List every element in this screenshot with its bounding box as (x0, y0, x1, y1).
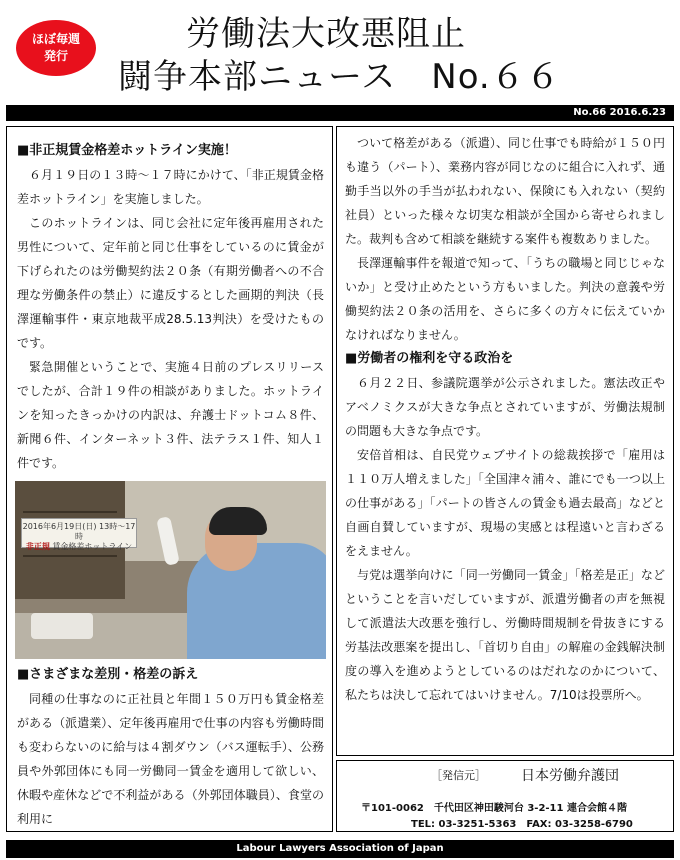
address: 〒101-0062 千代田区神田駿河台 3-2-11 連合会館４階 (361, 803, 627, 814)
title-line2: 闘争本部ニュース No.６６ (118, 57, 561, 97)
sign-main-text: 賃金格差ホットライン (52, 542, 133, 551)
paragraph: 与党は選挙向けに「同一労働同一賃金」「格差是正」などということを言いだしていますが、派遣労働者の声を無視して派遣法大改悪を強行し、労働時間規制を骨抜きにする労基法改悪案を提出し、「首切り自由」の解雇の金銭解決制度の導入を進めようとしているのはだれなのかについて、私たちは決して忘れてはいけません。7/10は投票所へ。 (345, 568, 665, 702)
sign-small-text: 2016年6月19日(日) 13時〜17時 (22, 522, 136, 541)
right-column (336, 126, 674, 756)
photo-person (187, 543, 326, 659)
publication-badge (16, 20, 96, 76)
tel-fax: TEL: 03-3251-5363 FAX: 03-3258-6790 (411, 819, 633, 830)
paragraph: 緊急開催ということで、実施４日前のプレスリリースでしたが、合計１９件の相談がありました。ホットラインを知ったきっかけの内訳は、弁護士ドットコム８件、新聞６件、インターネット３件、法テラス１件、知人１件です。 (17, 360, 324, 470)
heading-politics: ■労働者の権利を守る政治を (345, 351, 514, 366)
paragraph: このホットラインは、同じ会社に定年後再雇用された男性について、定年前と同じ仕事をしているのに賃金が下げられたのは労働契約法２０条（有期労働者への不合理な労働条件の禁止）に違反するとした画期的判決（長澤運輸事件・東京地裁平成28.5.13判決）を受けたものです。 (17, 216, 324, 350)
heading-discrimination: ■さまざまな差別・格差の訴え (17, 667, 199, 682)
title-line1: 労働法大改悪阻止 (186, 14, 466, 54)
telephone (31, 613, 93, 639)
badge-line2: 発行 (43, 49, 68, 63)
organization-name: 日本労働弁護団 (521, 768, 619, 784)
heading-hotline: ■非正規賃金格差ホットライン実施！ (17, 143, 237, 158)
paragraph: 安倍首相は、自民党ウェブサイトの総裁挨拶で「雇用は１１０万人増えました」「全国津々浦々、誰にでも一つ以上の仕事がある」「パートの皆さんの賃金も過去最高」などと自画自賛していますが、現場の実感とは程遠いと言わざるをえません。 (345, 448, 665, 558)
issue-number: No.66 2016.6.23 (573, 107, 666, 118)
heading-politics-text: 労働者の権利を守る政治を (357, 351, 514, 366)
paragraph: ついて格差がある（派遣）、同じ仕事でも時給が１５０円も違う（パート）、業務内容が同じなのに組合に入れず、通勤手当以外の手当が払われない、保険にも入れない（契約社員）といった様々な切実な相談が全国から寄せられました。裁判も含めて相談を継続する案件も複数ありました。 (345, 136, 665, 246)
paragraph: ６月１９日の１３時〜１７時にかけて、「非正規賃金格差ホットライン」を実施しました。 (17, 168, 324, 206)
contact-box (336, 760, 674, 832)
heading-discrimination-text: さまざまな差別・格差の訴え (29, 667, 199, 682)
paragraph: ６月２２日、参議院選挙が公示されました。憲法改正やアベノミクスが大きな争点とされていますが、労働法規制の問題も大きな争点です。 (345, 376, 665, 438)
footer-text: Labour Lawyers Association of Japan (236, 843, 444, 854)
left-column (6, 126, 333, 832)
badge-line1: ほぼ毎週 (31, 32, 80, 46)
sender-label: ［発信元］ (431, 769, 486, 782)
footer-bar (6, 840, 674, 858)
hotline-sign (21, 518, 137, 551)
paragraph: 長澤運輸事件を報道で知って、「うちの職場と同じじゃないか」と受け止めたという方もいました。判決の意義や労働契約法２０条の活用を、さらに多くの方々に伝えていかなければなりません。 (345, 256, 665, 342)
sign-label: 非正規 (25, 542, 50, 551)
heading-hotline-text: 非正規賃金格差ホットライン実施！ (29, 143, 237, 158)
photo-hair (209, 507, 267, 535)
hotline-photo (15, 481, 326, 659)
paragraph: 同種の仕事なのに正社員と年間１５０万円も賃金格差がある（派遣業）、定年後再雇用で仕事の内容も労働時間も変わらないのに給与は４割ダウン（バス運転手）、公務員や外郭団体にも同一労働同一賃金を適用して欲しい、休暇や産休などで不利益がある（外郭団体職員）、食堂の利用に (17, 692, 324, 826)
header-bar (6, 105, 674, 121)
